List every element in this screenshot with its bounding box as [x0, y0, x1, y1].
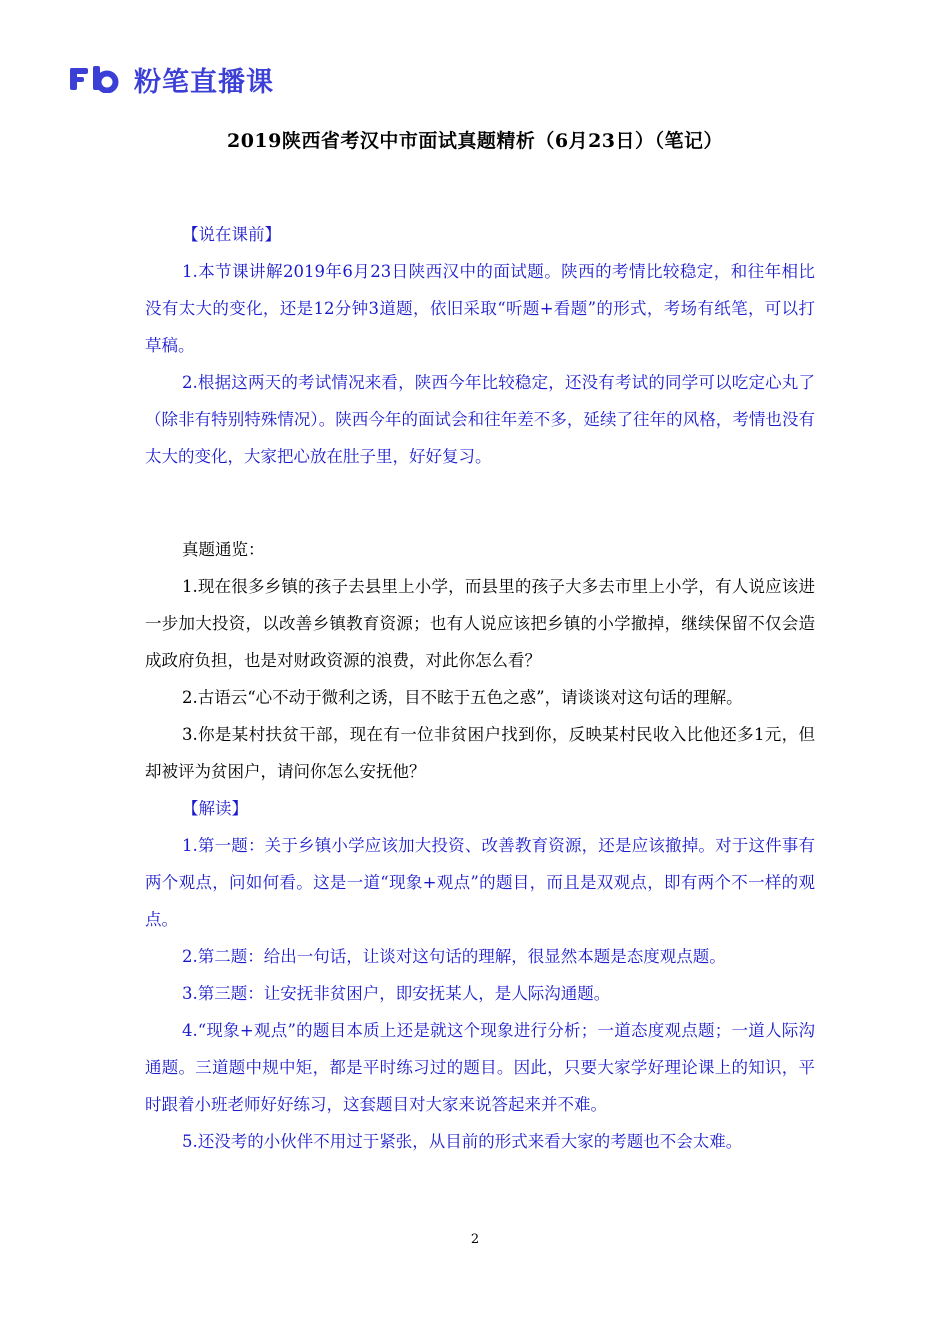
fb-logo-icon — [68, 65, 124, 93]
analysis-paragraph: 3.第三题：让安抚非贫困户，即安抚某人，是人际沟通题。 — [182, 984, 611, 1003]
intro-paragraph: 1.本节课讲解2019年6月23日陕西汉中的面试题。陕西的考情比较稳定，和往年相比没有太大的变化，还是12分钟3道题，依旧采取“听题+看题”的形式，考场有纸笔，可以打草稿。 — [145, 262, 815, 355]
page-number: 2 — [470, 1232, 480, 1247]
analysis-paragraph: 5.还没考的小伙伴不用过于紧张，从目前的形式来看大家的考题也不会太难。 — [182, 1132, 743, 1151]
overview-heading: 真题通览： — [182, 540, 265, 559]
brand-name: 粉笔直播课 — [134, 66, 274, 98]
analysis-paragraph: 1.第一题：关于乡镇小学应该加大投资、改善教育资源，还是应该撤掉。对于这件事有两个观点，问如何看。这是一道“现象+观点”的题目，而且是双观点，即有两个不一样的观点。 — [145, 836, 815, 929]
analysis-paragraph: 4.“现象+观点”的题目本质上还是就这个现象进行分析；一道态度观点题；一道人际沟通题。三道题中规中矩，都是平时练习过的题目。因此，只要大家学好理论课上的知识，平时跟着小班老师好好练习，这套题目对大家来说答起来并不难。 — [145, 1021, 815, 1114]
question-item: 2.古语云“心不动于微利之诱，目不眩于五色之惑”，请谈谈对这句话的理解。 — [182, 688, 743, 707]
question-item: 3.你是某村扶贫干部，现在有一位非贫困户找到你，反映某村民收入比他还多1元，但却被评为贫困户，请问你怎么安抚他？ — [145, 725, 815, 781]
brand-logo — [68, 62, 274, 96]
analysis-paragraph: 2.第二题：给出一句话，让谈对这句话的理解，很显然本题是态度观点题。 — [182, 947, 726, 966]
document-title: 2019陕西省考汉中市面试真题精析（6月23日）（笔记） — [226, 130, 724, 152]
document-body — [145, 216, 815, 1160]
intro-paragraph: 2.根据这两天的考试情况来看，陕西今年比较稳定，还没有考试的同学可以吃定心丸了（除非有特别特殊情况）。陕西今年的面试会和往年差不多，延续了往年的风格，考情也没有太大的变化，大家把心放在肚子里，好好复习。 — [145, 373, 815, 466]
intro-heading: 【说在课前】 — [182, 225, 281, 244]
question-item: 1.现在很多乡镇的孩子去县里上小学，而县里的孩子大多去市里上小学，有人说应该进一步加大投资，以改善乡镇教育资源；也有人说应该把乡镇的小学撤掉，继续保留不仅会造成政府负担，也是对财政资源的浪费，对此你怎么看？ — [145, 577, 815, 670]
section-spacer — [145, 475, 815, 531]
analysis-heading: 【解读】 — [182, 799, 248, 818]
